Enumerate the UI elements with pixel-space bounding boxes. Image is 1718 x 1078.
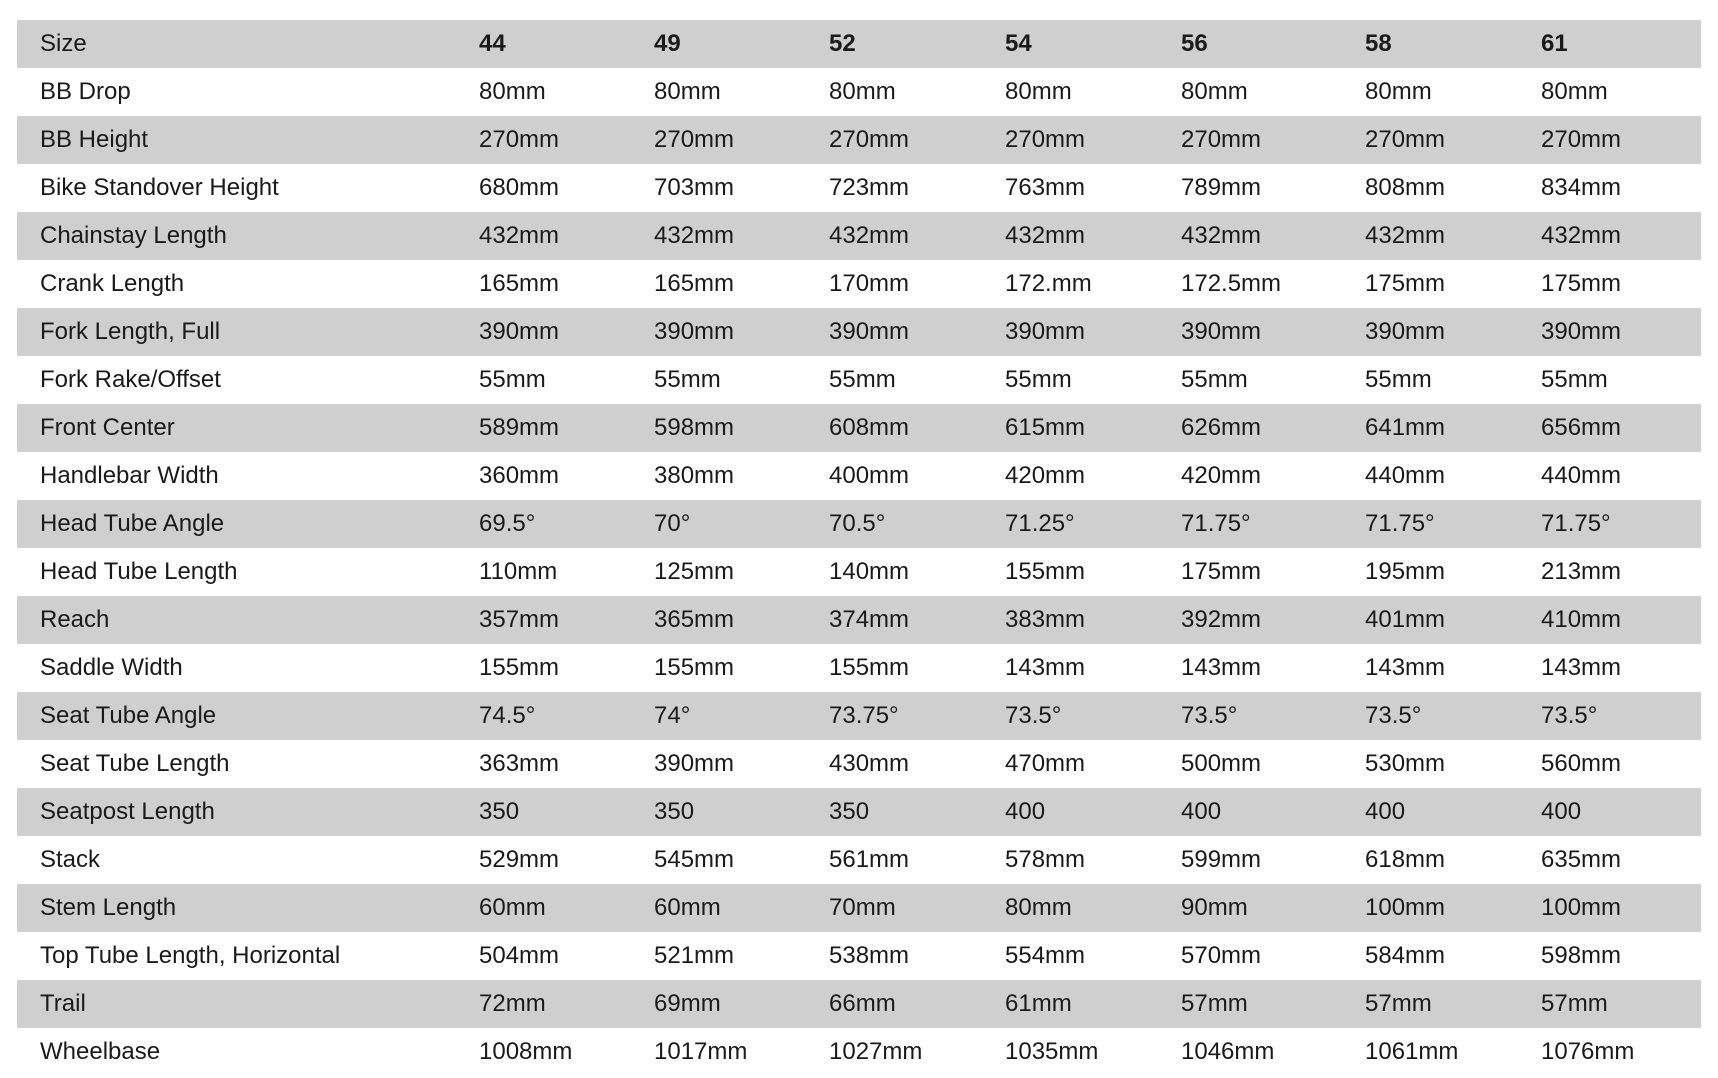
row-label-cell: Head Tube Length (40, 558, 238, 585)
table-row (17, 884, 1701, 932)
value-cell: 392mm (1181, 606, 1262, 633)
size-header-cell: 54 (1005, 30, 1032, 57)
value-cell: 1061mm (1365, 1038, 1459, 1065)
row-label-cell: Stem Length (40, 894, 177, 921)
value-cell: 618mm (1365, 846, 1446, 873)
row-label-cell: Head Tube Angle (40, 510, 225, 537)
value-cell: 1076mm (1541, 1038, 1635, 1065)
value-cell: 560mm (1541, 750, 1622, 777)
value-cell: 55mm (479, 366, 546, 393)
value-cell: 834mm (1541, 174, 1622, 201)
value-cell: 703mm (654, 174, 735, 201)
value-cell: 350 (479, 798, 520, 825)
value-cell: 380mm (654, 462, 735, 489)
value-cell: 598mm (1541, 942, 1622, 969)
row-label-cell: BB Drop (40, 78, 131, 105)
value-cell: 763mm (1005, 174, 1086, 201)
value-cell: 641mm (1365, 414, 1446, 441)
value-cell: 69mm (654, 990, 721, 1017)
value-cell: 73.5° (1365, 702, 1422, 729)
value-cell: 270mm (479, 126, 560, 153)
row-label-cell: Seat Tube Length (40, 750, 230, 777)
value-cell: 155mm (1005, 558, 1086, 585)
value-cell: 530mm (1365, 750, 1446, 777)
value-cell: 270mm (1181, 126, 1262, 153)
value-cell: 57mm (1181, 990, 1248, 1017)
table-row (17, 1028, 1701, 1076)
value-cell: 55mm (1005, 366, 1072, 393)
value-cell: 60mm (479, 894, 546, 921)
value-cell: 432mm (1005, 222, 1086, 249)
table-row (17, 68, 1701, 116)
size-header-cell: 58 (1365, 30, 1392, 57)
row-label-cell: Fork Rake/Offset (40, 366, 221, 393)
value-cell: 400 (1541, 798, 1582, 825)
value-cell: 73.5° (1541, 702, 1598, 729)
value-cell: 175mm (1541, 270, 1622, 297)
value-cell: 172.mm (1005, 270, 1092, 297)
size-header-cell: 44 (479, 30, 506, 57)
value-cell: 390mm (1541, 318, 1622, 345)
table-row (17, 164, 1701, 212)
value-cell: 1017mm (654, 1038, 748, 1065)
value-cell: 789mm (1181, 174, 1262, 201)
row-label-cell: Saddle Width (40, 654, 183, 681)
value-cell: 61mm (1005, 990, 1072, 1017)
value-cell: 400mm (829, 462, 910, 489)
value-cell: 195mm (1365, 558, 1446, 585)
value-cell: 390mm (1365, 318, 1446, 345)
value-cell: 584mm (1365, 942, 1446, 969)
value-cell: 55mm (1365, 366, 1432, 393)
value-cell: 365mm (654, 606, 735, 633)
value-cell: 1035mm (1005, 1038, 1099, 1065)
value-cell: 71.75° (1365, 510, 1435, 537)
value-cell: 66mm (829, 990, 896, 1017)
value-cell: 615mm (1005, 414, 1086, 441)
value-cell: 80mm (1541, 78, 1608, 105)
value-cell: 70.5° (829, 510, 886, 537)
value-cell: 55mm (654, 366, 721, 393)
value-cell: 1008mm (479, 1038, 573, 1065)
value-cell: 432mm (1181, 222, 1262, 249)
value-cell: 561mm (829, 846, 910, 873)
value-cell: 430mm (829, 750, 910, 777)
value-cell: 554mm (1005, 942, 1086, 969)
header-label-cell: Size (40, 30, 87, 57)
value-cell: 626mm (1181, 414, 1262, 441)
value-cell: 374mm (829, 606, 910, 633)
value-cell: 545mm (654, 846, 735, 873)
value-cell: 599mm (1181, 846, 1262, 873)
value-cell: 400 (1365, 798, 1406, 825)
value-cell: 270mm (829, 126, 910, 153)
value-cell: 808mm (1365, 174, 1446, 201)
geometry-table-body (17, 20, 1701, 1076)
value-cell: 440mm (1541, 462, 1622, 489)
value-cell: 538mm (829, 942, 910, 969)
table-row (17, 836, 1701, 884)
value-cell: 71.75° (1541, 510, 1611, 537)
value-cell: 635mm (1541, 846, 1622, 873)
row-label-cell: Front Center (40, 414, 175, 441)
value-cell: 578mm (1005, 846, 1086, 873)
value-cell: 589mm (479, 414, 560, 441)
value-cell: 57mm (1365, 990, 1432, 1017)
value-cell: 143mm (1541, 654, 1622, 681)
table-header-row (17, 20, 1701, 68)
value-cell: 432mm (479, 222, 560, 249)
value-cell: 143mm (1005, 654, 1086, 681)
value-cell: 608mm (829, 414, 910, 441)
table-row (17, 356, 1701, 404)
row-label-cell: Chainstay Length (40, 222, 227, 249)
value-cell: 390mm (1005, 318, 1086, 345)
table-row (17, 404, 1701, 452)
size-header-cell: 56 (1181, 30, 1208, 57)
value-cell: 270mm (654, 126, 735, 153)
value-cell: 73.75° (829, 702, 899, 729)
value-cell: 100mm (1541, 894, 1622, 921)
table-row (17, 452, 1701, 500)
value-cell: 60mm (654, 894, 721, 921)
value-cell: 125mm (654, 558, 735, 585)
value-cell: 80mm (654, 78, 721, 105)
value-cell: 72mm (479, 990, 546, 1017)
value-cell: 432mm (829, 222, 910, 249)
table-row (17, 980, 1701, 1028)
value-cell: 390mm (1181, 318, 1262, 345)
value-cell: 213mm (1541, 558, 1622, 585)
value-cell: 143mm (1181, 654, 1262, 681)
value-cell: 570mm (1181, 942, 1262, 969)
value-cell: 1046mm (1181, 1038, 1275, 1065)
value-cell: 390mm (654, 750, 735, 777)
value-cell: 110mm (479, 558, 558, 585)
value-cell: 598mm (654, 414, 735, 441)
value-cell: 401mm (1365, 606, 1446, 633)
value-cell: 57mm (1541, 990, 1608, 1017)
value-cell: 270mm (1005, 126, 1086, 153)
value-cell: 80mm (1005, 78, 1072, 105)
value-cell: 529mm (479, 846, 560, 873)
table-row (17, 212, 1701, 260)
value-cell: 74.5° (479, 702, 536, 729)
value-cell: 90mm (1181, 894, 1248, 921)
value-cell: 143mm (1365, 654, 1446, 681)
size-header-cell: 61 (1541, 30, 1568, 57)
value-cell: 71.25° (1005, 510, 1075, 537)
value-cell: 155mm (654, 654, 735, 681)
value-cell: 432mm (1541, 222, 1622, 249)
value-cell: 175mm (1181, 558, 1262, 585)
table-row (17, 260, 1701, 308)
size-header-cell: 49 (654, 30, 681, 57)
row-label-cell: BB Height (40, 126, 149, 153)
value-cell: 270mm (1365, 126, 1446, 153)
value-cell: 500mm (1181, 750, 1262, 777)
row-label-cell: Trail (40, 990, 86, 1017)
geometry-table (17, 20, 1701, 1076)
value-cell: 270mm (1541, 126, 1622, 153)
value-cell: 390mm (654, 318, 735, 345)
value-cell: 350 (829, 798, 870, 825)
value-cell: 155mm (479, 654, 560, 681)
value-cell: 656mm (1541, 414, 1622, 441)
value-cell: 350 (654, 798, 695, 825)
value-cell: 172.5mm (1181, 270, 1282, 297)
value-cell: 55mm (1541, 366, 1608, 393)
row-label-cell: Seat Tube Angle (40, 702, 217, 729)
value-cell: 521mm (654, 942, 735, 969)
value-cell: 390mm (479, 318, 560, 345)
table-row (17, 788, 1701, 836)
value-cell: 390mm (829, 318, 910, 345)
value-cell: 723mm (829, 174, 910, 201)
value-cell: 73.5° (1181, 702, 1238, 729)
value-cell: 165mm (479, 270, 560, 297)
table-row (17, 692, 1701, 740)
value-cell: 383mm (1005, 606, 1086, 633)
value-cell: 170mm (829, 270, 910, 297)
value-cell: 70mm (829, 894, 896, 921)
value-cell: 80mm (1181, 78, 1248, 105)
value-cell: 74° (654, 702, 691, 729)
value-cell: 80mm (1365, 78, 1432, 105)
row-label-cell: Wheelbase (40, 1038, 161, 1065)
row-label-cell: Stack (40, 846, 101, 873)
row-label-cell: Seatpost Length (40, 798, 215, 825)
value-cell: 357mm (479, 606, 560, 633)
value-cell: 440mm (1365, 462, 1446, 489)
value-cell: 155mm (829, 654, 910, 681)
table-row (17, 308, 1701, 356)
value-cell: 1027mm (829, 1038, 923, 1065)
table-row (17, 932, 1701, 980)
value-cell: 175mm (1365, 270, 1446, 297)
row-label-cell: Crank Length (40, 270, 185, 297)
value-cell: 70° (654, 510, 691, 537)
value-cell: 470mm (1005, 750, 1086, 777)
value-cell: 80mm (1005, 894, 1072, 921)
value-cell: 73.5° (1005, 702, 1062, 729)
value-cell: 69.5° (479, 510, 536, 537)
value-cell: 410mm (1541, 606, 1622, 633)
table-row (17, 644, 1701, 692)
value-cell: 680mm (479, 174, 560, 201)
value-cell: 100mm (1365, 894, 1446, 921)
value-cell: 504mm (479, 942, 560, 969)
row-label-cell: Top Tube Length, Horizontal (40, 942, 341, 969)
value-cell: 420mm (1181, 462, 1262, 489)
value-cell: 71.75° (1181, 510, 1251, 537)
value-cell: 140mm (829, 558, 910, 585)
value-cell: 363mm (479, 750, 560, 777)
row-label-cell: Fork Length, Full (40, 318, 221, 345)
value-cell: 80mm (829, 78, 896, 105)
table-row (17, 596, 1701, 644)
value-cell: 55mm (1181, 366, 1248, 393)
value-cell: 432mm (1365, 222, 1446, 249)
table-row (17, 116, 1701, 164)
row-label-cell: Reach (40, 606, 110, 633)
value-cell: 432mm (654, 222, 735, 249)
value-cell: 360mm (479, 462, 560, 489)
row-label-cell: Handlebar Width (40, 462, 219, 489)
table-row (17, 740, 1701, 788)
table-row (17, 548, 1701, 596)
value-cell: 400 (1181, 798, 1222, 825)
value-cell: 165mm (654, 270, 735, 297)
table-row (17, 500, 1701, 548)
row-label-cell: Bike Standover Height (40, 174, 279, 201)
value-cell: 420mm (1005, 462, 1086, 489)
value-cell: 55mm (829, 366, 896, 393)
value-cell: 400 (1005, 798, 1046, 825)
value-cell: 80mm (479, 78, 546, 105)
size-header-cell: 52 (829, 30, 856, 57)
